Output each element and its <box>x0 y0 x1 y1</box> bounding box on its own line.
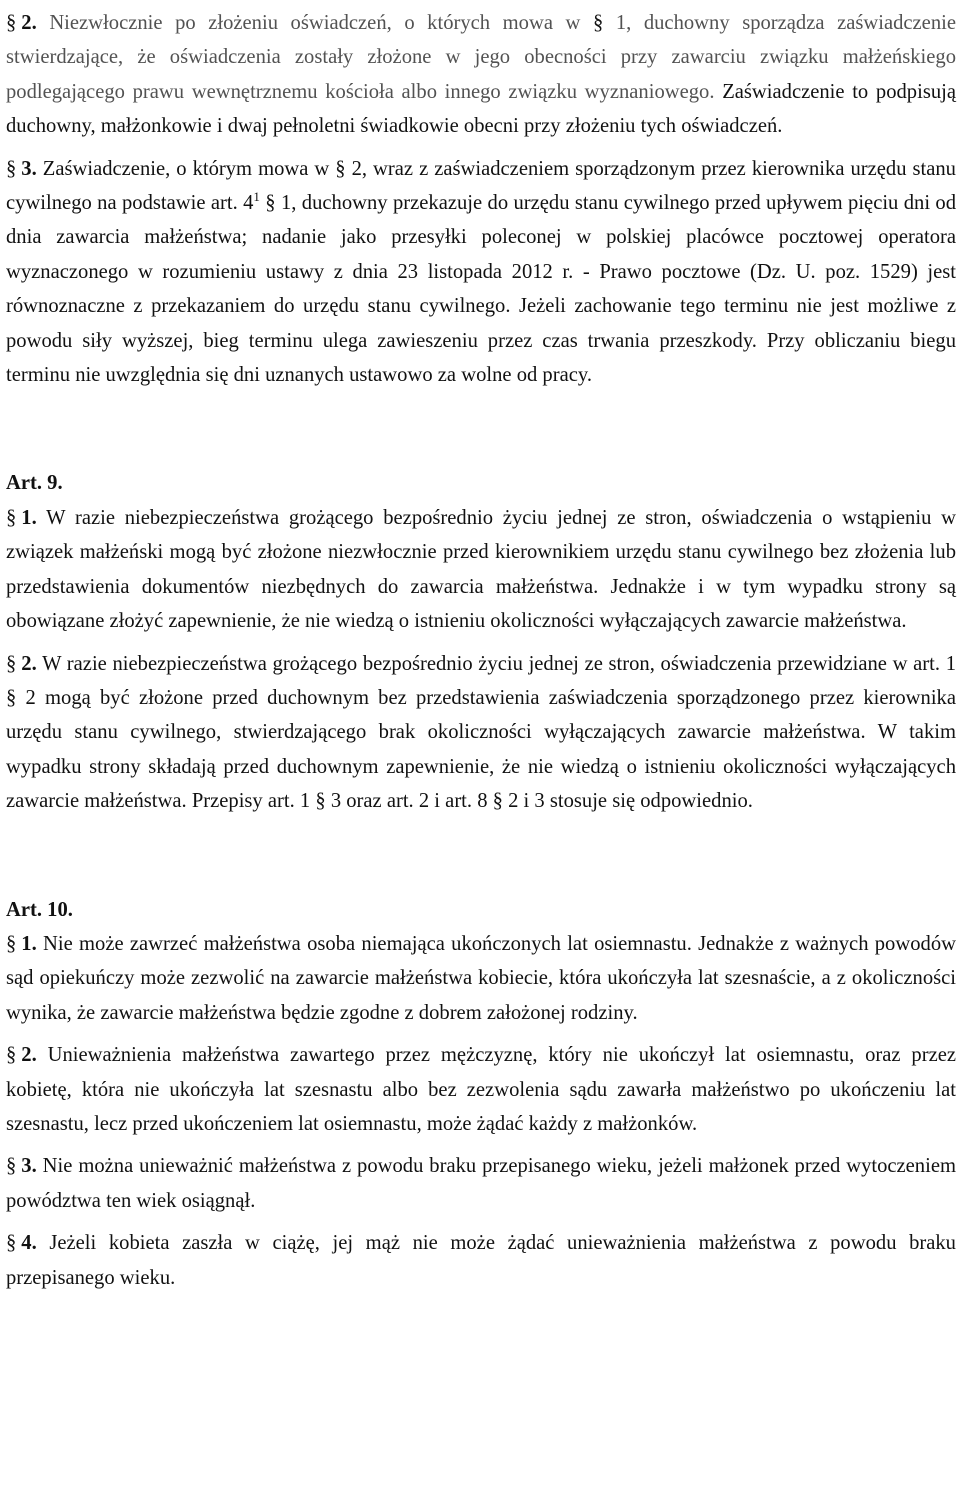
text-segment: 1, duchowny sporządza zaświadczenie stwierdzające, że oświadczenia zostały złożone w jego obecności przy zawarciu związku małżeńskiego podlegającego prawu wewnętrznemu kościoła albo innego związku wyznaniowego. <box>6 12 956 103</box>
paragraph <box>6 1149 956 1218</box>
section-sign-icon: § <box>6 1155 17 1178</box>
paragraph-number: 2. <box>21 1044 37 1067</box>
text-segment: Jednakże z ważnych powodów sąd opiekuńczy może zezwolić na zawarcie małżeństwa kobiecie, która ukończyła lat szesnaście, a z okoliczności wynika, że zawarcie małżeństwa będzie zgodne z dobrem założonej rodziny. <box>6 932 956 1024</box>
section-sign-icon: § <box>6 652 17 675</box>
paragraph <box>6 647 956 819</box>
article-heading: Art. 10. <box>6 898 73 921</box>
text-segment: Przy obliczaniu biegu terminu nie uwzględnia się dni uznanych ustawowo za wolne od pracy. <box>6 329 956 387</box>
text-segment: 2 mogą być złożone przed duchownym bez przedstawienia zaświadczenia sporządzonego przez kierownika urzędu stanu cywilnego, stwierdzającego brak okoliczności wyłączających zawarcie małżeństwa. <box>6 686 956 744</box>
text-segment: Zaświadczenie to podpisują duchowny, małżonkowie i dwaj pełnoletni świadkowie obecni przy złożeniu tych oświadczeń. <box>6 80 956 138</box>
text-segment: 2, wraz z zaświadczeniem sporządzonym przez kierownika urzędu stanu cywilnego na podstawie art. 4 <box>6 157 956 215</box>
text-segment: Jednakże i w tym wypadku strony są obowiązane złożyć zapewnienie, że nie wiedzą o istnieniu okoliczności wyłączających zawarcie małżeństwa. <box>6 575 956 633</box>
text-segment: Zaświadczenie, o którym mowa w <box>42 157 336 180</box>
paragraph <box>6 1038 956 1141</box>
paragraph-number: 1. <box>21 932 37 955</box>
paragraph <box>6 501 956 639</box>
section-sign-icon: § <box>6 932 17 955</box>
paragraph <box>6 152 956 393</box>
paragraph-number: 4. <box>21 1232 37 1255</box>
text-segment: § <box>265 192 281 215</box>
text-segment: § <box>335 157 352 180</box>
paragraph <box>6 927 956 1030</box>
paragraph-number: 3. <box>21 157 37 180</box>
section-sign-icon: § <box>6 1232 17 1255</box>
text-segment: 3 oraz art. 2 i art. 8 <box>330 790 493 813</box>
text-segment: Jeżeli kobieta zaszła w ciążę, jej mąż nie może żądać unieważnienia małżeństwa z powodu braku przepisanego wieku. <box>6 1232 956 1289</box>
text-segment: Nie może zawrzeć małżeństwa osoba niemająca ukończonych lat osiemnastu. <box>43 932 699 955</box>
section-sign-icon: § <box>6 12 17 34</box>
text-segment: 1, duchowny przekazuje do urzędu stanu cywilnego przed upływem pięciu dni od dnia zawarcia małżeństwa; nadanie jako przesyłki poleconej w polskiej placówce pocztowej operatora wyznaczonego w rozumieniu ustawy z dnia 23 listopada 2012 r. - Prawo pocztowe (Dz. U. poz. 1529) jest równoznaczne z przekazaniem do urzędu stanu cywilnego. <box>6 192 957 318</box>
paragraph-number: 3. <box>21 1155 37 1178</box>
section-sign-icon: § <box>6 506 17 529</box>
text-segment: Przepisy art. 1 <box>191 790 316 813</box>
paragraph <box>6 6 956 144</box>
text-segment: Jeżeli zachowanie tego terminu nie jest możliwe z powodu siły wyższej, bieg terminu ulega zawieszeniu przez czas trwania przeszkody. <box>6 295 956 352</box>
paragraph <box>6 1226 956 1295</box>
superscript: 1 <box>253 189 260 205</box>
text-segment: § <box>492 790 509 813</box>
text-segment: W razie niebezpieczeństwa grożącego bezpośrednio życiu jednej ze stron, oświadczenia o wstąpieniu w związek małżeński mogą być złożone niezwłocznie przed kierownikiem urzędu stanu cywilnego bez złożenia lub przedstawienia dokumentów niezbędnych do zawarcia małżeństwa. <box>6 506 957 598</box>
text-segment: W razie niebezpieczeństwa grożącego bezpośrednio życiu jednej ze stron, oświadczenia przewidziane w art. 1 <box>42 652 956 675</box>
text-segment: § <box>315 790 331 813</box>
text-segment: § <box>6 686 26 709</box>
text-segment: Unieważnienia małżeństwa zawartego przez mężczyznę, który nie ukończył lat osiemnastu, oraz przez kobietę, która nie ukończyła lat szesnastu albo bez zezwolenia sądu zawarła małżeństwo po ukończeniu lat szesnastu, lecz przed ukończeniem lat osiemnastu, może żądać każdy z małżonków. <box>6 1044 956 1135</box>
paragraph-number: 2. <box>21 12 37 34</box>
text-segment: Nie można unieważnić małżeństwa z powodu braku przepisanego wieku, jeżeli małżonek przed wytoczeniem powództwa ten wiek osiągnął. <box>6 1155 956 1212</box>
article-heading: Art. 9. <box>6 472 63 495</box>
section-sign-icon: § <box>6 1044 17 1067</box>
text-segment: § <box>592 12 616 34</box>
text-segment: Niezwłocznie po złożeniu oświadczeń, o których mowa w <box>49 12 593 34</box>
text-segment: W takim wypadku strony składają przed duchownym zapewnienie, że nie wiedzą o istnieniu okoliczności wyłączających zawarcie małżeństwa. <box>6 721 956 813</box>
paragraph-number: 1. <box>21 506 37 529</box>
text-segment: 2 i 3 stosuje się odpowiednio. <box>508 790 753 813</box>
paragraph-number: 2. <box>21 652 37 675</box>
section-sign-icon: § <box>6 157 17 180</box>
